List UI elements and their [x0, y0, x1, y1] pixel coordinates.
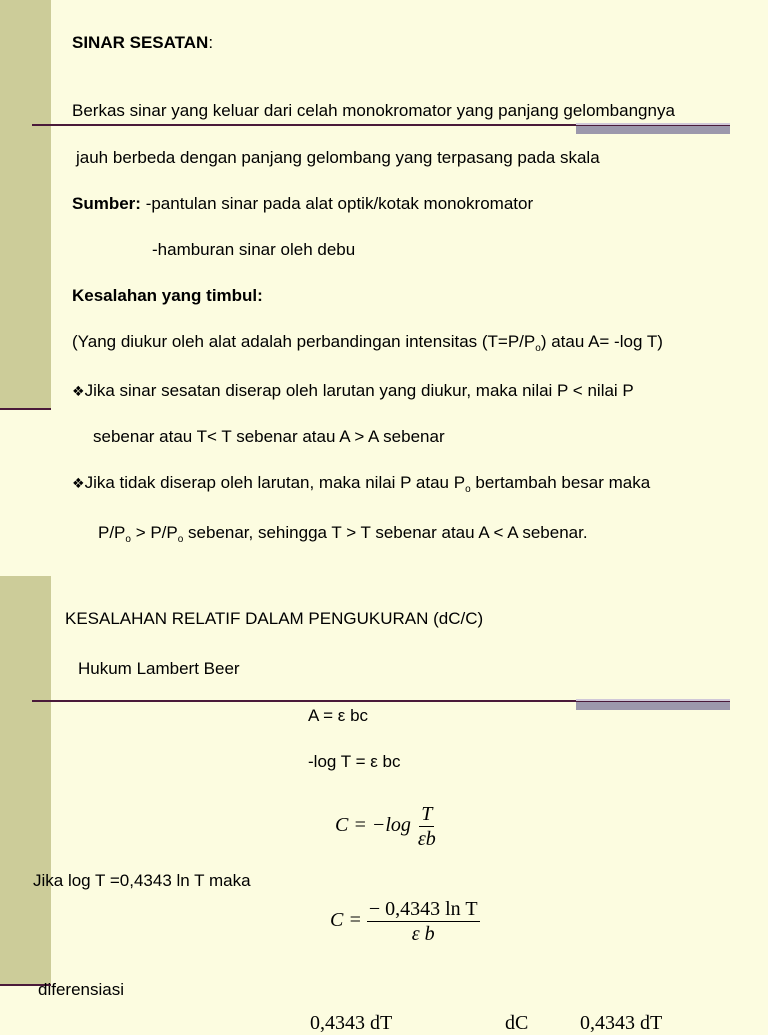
equation-1: A = ε bc [308, 706, 369, 725]
source-line-1 [72, 194, 533, 214]
b2-l2-c: sebenar, sehingga T > T sebenar atau A < A sebenar. [183, 523, 588, 542]
b2-l2-sub1: o [125, 534, 131, 545]
diamond-bullet-icon: ❖ [72, 384, 85, 400]
slide1-bottom-rule [0, 408, 51, 410]
bullet-2-line-2 [98, 523, 588, 543]
b2-l2-a: P/P [98, 523, 126, 542]
eq4-numerator: − 0,4343 ln T [368, 898, 478, 920]
equation-4 [330, 897, 480, 946]
paren-b: ) atau A= -log T) [540, 332, 663, 351]
slide2-header-rule-accent [576, 702, 730, 710]
paren-note [72, 332, 663, 352]
equation-3 [335, 802, 438, 851]
body-line-2: jauh berbeda dengan panjang gelombang yang terpasang pada skala [76, 148, 600, 167]
bullet-1-line-2: sebenar atau T< T sebenar atau A > A sebenar [93, 427, 445, 446]
bullet-2-sub: o [465, 484, 471, 495]
differentiation-label: diferensiasi [38, 980, 124, 999]
slide2-side-bar [0, 576, 51, 984]
log-note: Jika log T =0,4343 ln T maka [33, 871, 251, 890]
b2-l2-sub2: o [177, 534, 184, 545]
eq3-fraction [416, 802, 438, 851]
paren-sub: o [535, 343, 541, 354]
slide1-heading [72, 33, 213, 53]
slide2-subheading: Hukum Lambert Beer [78, 659, 240, 678]
slide1-header-rule-accent [576, 126, 730, 134]
equation-5-partial-c: 0,4343 dT [580, 1012, 663, 1034]
bullet-1-text: Jika sinar sesatan diserap oleh larutan yang diukur, maka nilai P < nilai P [84, 381, 634, 400]
eq3-numerator: T [421, 803, 433, 825]
bullet-1-line-1 [72, 381, 634, 402]
eq3-denominator: εb [417, 828, 436, 850]
bullet-2-text-a: Jika tidak diserap oleh larutan, maka nilai P atau P [84, 473, 466, 492]
source-item-1: -pantulan sinar pada alat optik/kotak monokromator [140, 194, 534, 213]
eq4-lhs: C = [330, 909, 362, 932]
paren-a: (Yang diukur oleh alat adalah perbandingan intensitas (T=P/P [72, 332, 536, 351]
errors-label: Kesalahan yang timbul: [72, 286, 263, 305]
bullet-2-text-b: bertambah besar maka [470, 473, 651, 492]
source-label: Sumber: [72, 194, 141, 213]
heading-colon: : [208, 33, 214, 52]
source-item-2: -hamburan sinar oleh debu [152, 240, 356, 259]
equation-5-partial-b: dC [505, 1012, 529, 1034]
bullet-2-line-1 [72, 473, 650, 494]
equation-5-partial-a: 0,4343 dT [310, 1012, 393, 1034]
eq3-lhs: C = −log [335, 814, 411, 837]
b2-l2-b: > P/P [130, 523, 178, 542]
slide2-heading: KESALAHAN RELATIF DALAM PENGUKURAN (dC/C) [65, 609, 484, 628]
heading-text: SINAR SESATAN [72, 33, 209, 52]
body-line-1: Berkas sinar yang keluar dari celah monokromator yang panjang gelombangnya [72, 101, 675, 120]
slide1-side-bar [0, 0, 51, 408]
diamond-bullet-icon: ❖ [72, 476, 85, 492]
equation-2: -log T = ε bc [308, 752, 401, 771]
eq4-denominator: ε b [411, 923, 435, 945]
eq4-fraction [367, 897, 480, 946]
